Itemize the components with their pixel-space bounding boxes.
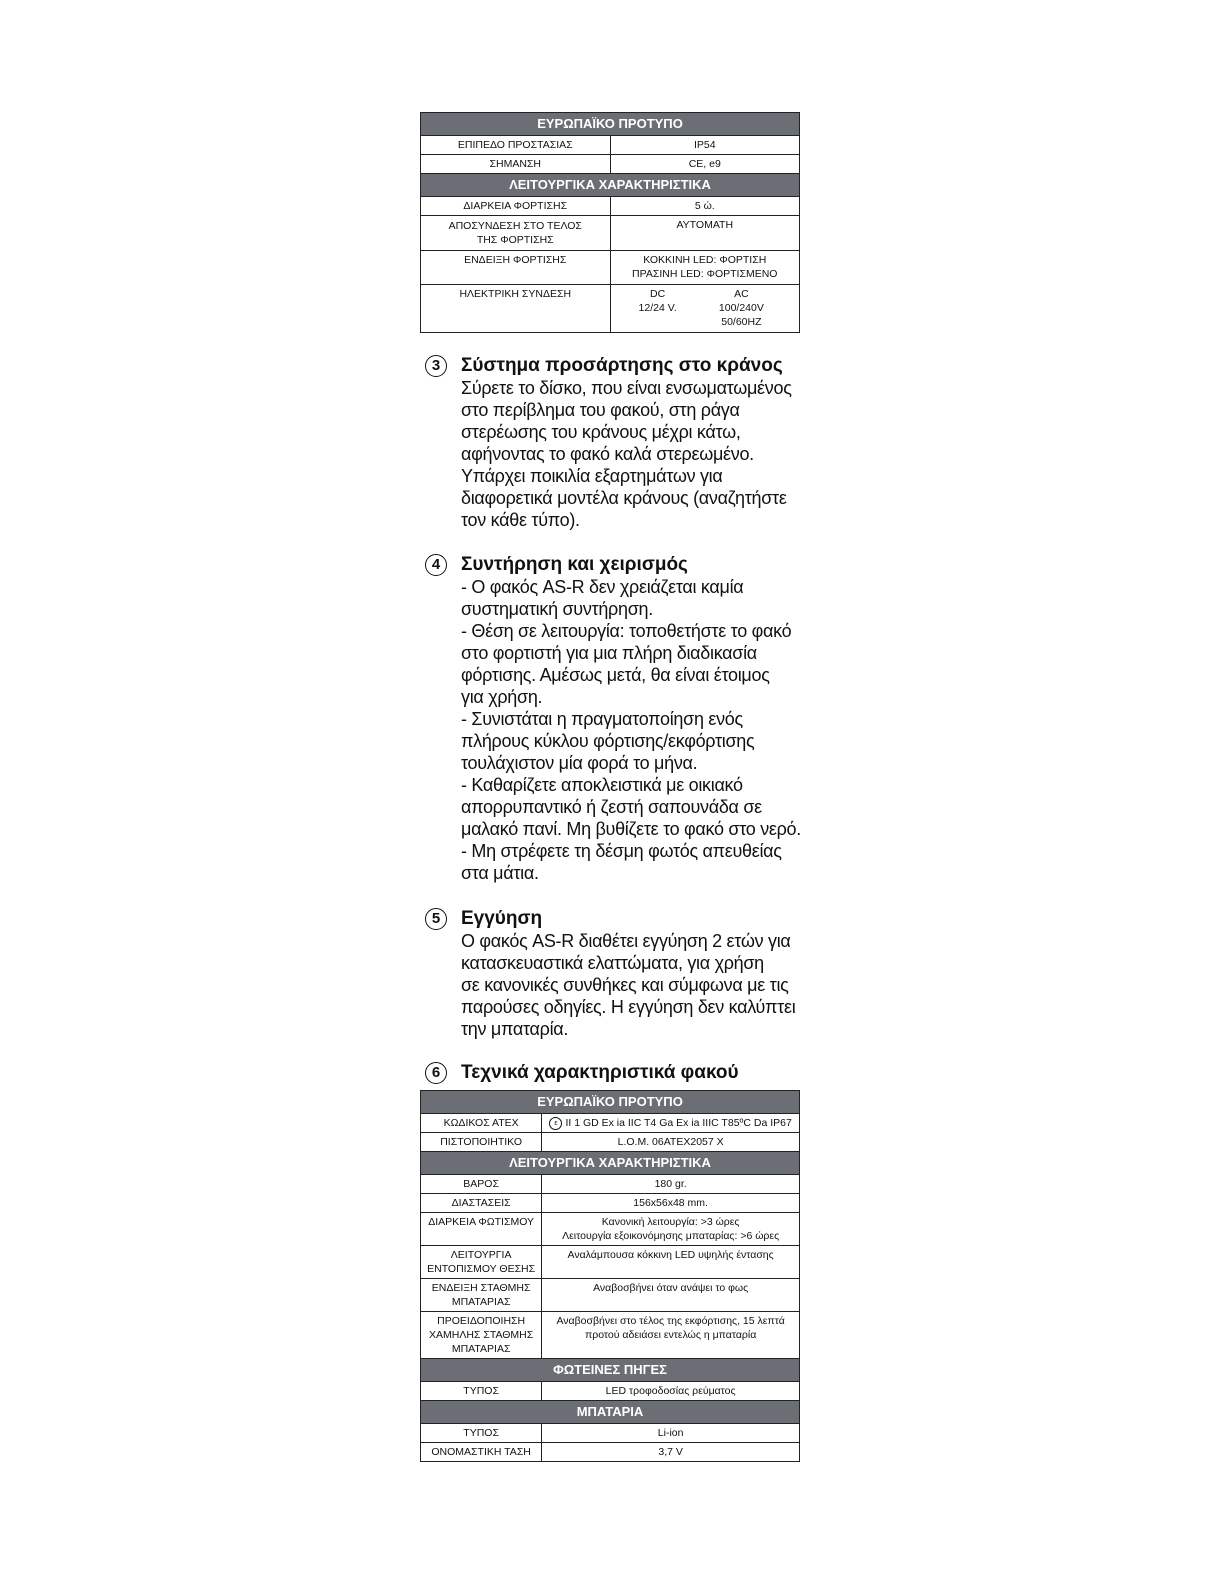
table-row bbox=[421, 216, 800, 251]
value-line: Αναβοσβήνει στο τέλος της εκφόρτισης, 15 λεπτά bbox=[556, 1315, 785, 1327]
value-line: 100/240V bbox=[718, 302, 764, 314]
table-row bbox=[421, 1443, 800, 1462]
ex-mark-icon: ε bbox=[549, 1117, 562, 1130]
section-number: 6 bbox=[425, 1062, 447, 1084]
row-label: ΚΩΔΙΚΟΣ ΑΤΕΧ bbox=[421, 1114, 542, 1133]
table-row bbox=[421, 1114, 800, 1133]
row-value: ΑΥΤΟΜΑΤΗ bbox=[610, 216, 800, 251]
row-value: 156x56x48 mm. bbox=[542, 1194, 800, 1213]
row-value: 5 ώ. bbox=[610, 197, 800, 216]
table-row bbox=[421, 285, 800, 333]
section-title: Τεχνικά χαρακτηριστικά φακού bbox=[461, 1062, 739, 1083]
row-label: ΑΠΟΣΥΝΔΕΣΗ ΣΤΟ ΤΕΛΟΣ ΤΗΣ ΦΟΡΤΙΣΗΣ bbox=[421, 216, 611, 251]
table-row bbox=[421, 1213, 800, 1246]
row-value: 3,7 V bbox=[542, 1443, 800, 1462]
row-label bbox=[421, 1246, 542, 1279]
charger-spec-table-wrap bbox=[420, 112, 800, 333]
value-line: AC bbox=[734, 288, 749, 300]
section-helmet-mount bbox=[425, 355, 805, 531]
section-title: Συντήρηση και χειρισμός bbox=[461, 554, 688, 575]
value-line: 12/24 V. bbox=[638, 302, 677, 314]
body-line: Σύρετε το δίσκο, που είναι ενσωματωμένος bbox=[461, 378, 792, 398]
label-line: ΠΡΟΕΙΔΟΠΟΙΗΣΗ bbox=[437, 1315, 526, 1327]
dc-value bbox=[610, 285, 705, 333]
table-row bbox=[421, 1194, 800, 1213]
body-line: παρούσες οδηγίες. Η εγγύηση δεν καλύπτει bbox=[461, 997, 796, 1017]
table-header-european-standard: ΕΥΡΩΠΑΪΚΟ ΠΡΟΤΥΠΟ bbox=[421, 1091, 800, 1114]
value-line: 50/60HZ bbox=[721, 316, 762, 328]
body-line: μαλακό πανί. Μη βυθίζετε το φακό στο νερό. bbox=[461, 819, 801, 839]
row-label: ΗΛΕΚΤΡΙΚΗ ΣΥΝΔΕΣΗ bbox=[421, 285, 611, 333]
table-row bbox=[421, 1382, 800, 1401]
section-title: Σύστημα προσάρτησης στο κράνος bbox=[461, 355, 783, 376]
table-row bbox=[421, 1133, 800, 1152]
row-value: Αναλάμπουσα κόκκινη LED υψηλής έντασης bbox=[542, 1246, 800, 1279]
body-line: στα μάτια. bbox=[461, 863, 539, 883]
value-line: Λειτουργία εξοικονόμησης μπαταρίας: >6 ώρες bbox=[562, 1230, 780, 1242]
body-line: στο περίβλημα του φακού, στη ράγα bbox=[461, 400, 740, 420]
body-line: απορρυπαντικό ή ζεστή σαπουνάδα σε bbox=[461, 797, 762, 817]
value-line: ΚΟΚΚΙΝΗ LED: ΦΟΡΤΙΣΗ bbox=[643, 254, 767, 266]
body-line: σε κανονικές συνθήκες και σύμφωνα με τις bbox=[461, 975, 789, 995]
body-line: φόρτισης. Αμέσως μετά, θα είναι έτοιμος bbox=[461, 665, 770, 685]
row-value: Li-ion bbox=[542, 1424, 800, 1443]
lamp-spec-table bbox=[420, 1090, 800, 1462]
row-value bbox=[542, 1312, 800, 1359]
row-label: ΕΠΙΠΕΔΟ ΠΡΟΣΤΑΣΙΑΣ bbox=[421, 136, 611, 155]
row-label: ΣΗΜΑΝΣΗ bbox=[421, 155, 611, 174]
body-line: στο φορτιστή για μια πλήρη διαδικασία bbox=[461, 643, 757, 663]
label-line: ΕΝΔΕΙΞΗ ΣΤΑΘΜΗΣ bbox=[431, 1282, 531, 1294]
section-number: 5 bbox=[425, 908, 447, 930]
row-value: Αναβοσβήνει όταν ανάψει το φως bbox=[542, 1279, 800, 1312]
body-line: Ο φακός AS-R διαθέτει εγγύηση 2 ετών για bbox=[461, 931, 791, 951]
body-line: διαφορετικά μοντέλα κράνους (αναζητήστε bbox=[461, 488, 787, 508]
table-header-functional: ΛΕΙΤΟΥΡΓΙΚΑ ΧΑΡΑΚΤΗΡΙΣΤΙΚΑ bbox=[421, 1152, 800, 1175]
atex-code: II 1 GD Ex ia IIC T4 Ga Ex ia IIIC T85ºC Da IP67 bbox=[565, 1117, 792, 1129]
body-line: τουλάχιστον μία φορά το μήνα. bbox=[461, 753, 698, 773]
row-label: ΒΑΡΟΣ bbox=[421, 1175, 542, 1194]
row-value: L.O.M. 06ATEX2057 X bbox=[542, 1133, 800, 1152]
row-label: ΤΥΠΟΣ bbox=[421, 1424, 542, 1443]
table-row bbox=[421, 1246, 800, 1279]
row-value: IP54 bbox=[610, 136, 800, 155]
label-line: ΜΠΑΤΑΡΙΑΣ bbox=[451, 1296, 511, 1308]
value-line: ΠΡΑΣΙΝΗ LED: ΦΟΡΤΙΣΜΕΝΟ bbox=[632, 268, 778, 280]
row-label: ΤΥΠΟΣ bbox=[421, 1382, 542, 1401]
body-line: αφήνοντας το φακό καλά στερεωμένο. bbox=[461, 444, 754, 464]
label-line: ΜΠΑΤΑΡΙΑΣ bbox=[451, 1343, 511, 1355]
value-line: προτού αδειάσει εντελώς η μπαταρία bbox=[585, 1329, 757, 1341]
table-row bbox=[421, 1424, 800, 1443]
row-value bbox=[542, 1213, 800, 1246]
value-line: DC bbox=[650, 288, 666, 300]
row-value bbox=[542, 1114, 800, 1133]
table-header-light-sources: ΦΩΤΕΙΝΕΣ ΠΗΓΕΣ bbox=[421, 1359, 800, 1382]
row-label bbox=[421, 1312, 542, 1359]
table-row bbox=[421, 136, 800, 155]
section-title: Εγγύηση bbox=[461, 908, 543, 929]
section-technical bbox=[425, 1062, 805, 1084]
row-value bbox=[610, 251, 800, 285]
row-value: LED τροφοδοσίας ρεύματος bbox=[542, 1382, 800, 1401]
row-label bbox=[421, 1279, 542, 1312]
body-line: για χρήση. bbox=[461, 687, 543, 707]
table-row bbox=[421, 155, 800, 174]
row-label: ΔΙΑΡΚΕΙΑ ΦΟΡΤΙΣΗΣ bbox=[421, 197, 611, 216]
body-line: συστηματική συντήρηση. bbox=[461, 599, 653, 619]
body-line: - Μη στρέφετε τη δέσμη φωτός απευθείας bbox=[461, 841, 782, 861]
body-line: - Καθαρίζετε αποκλειστικά με οικιακό bbox=[461, 775, 743, 795]
body-line: - Ο φακός AS-R δεν χρειάζεται καμία bbox=[461, 577, 744, 597]
table-row bbox=[421, 1175, 800, 1194]
section-body bbox=[461, 930, 805, 1040]
row-label: ΕΝΔΕΙΞΗ ΦΟΡΤΙΣΗΣ bbox=[421, 251, 611, 285]
body-line: - Θέση σε λειτουργία: τοποθετήστε το φακό bbox=[461, 621, 792, 641]
value-line: Κανονική λειτουργία: >3 ώρες bbox=[601, 1216, 740, 1228]
body-line: κατασκευαστικά ελαττώματα, για χρήση bbox=[461, 953, 764, 973]
row-value: CE, e9 bbox=[610, 155, 800, 174]
label-line: ΕΝΤΟΠΙΣΜΟΥ ΘΕΣΗΣ bbox=[427, 1263, 536, 1275]
row-label: ΠΙΣΤΟΠΟΙΗΤΙΚΟ bbox=[421, 1133, 542, 1152]
section-warranty bbox=[425, 908, 805, 1040]
label-line: ΧΑΜΗΛΗΣ ΣΤΑΘΜΗΣ bbox=[429, 1329, 534, 1341]
table-row bbox=[421, 1279, 800, 1312]
table-header-european-standard: ΕΥΡΩΠΑΪΚΟ ΠΡΟΤΥΠΟ bbox=[421, 113, 800, 136]
table-row bbox=[421, 251, 800, 285]
row-value: 180 gr. bbox=[542, 1175, 800, 1194]
row-label: ΟΝΟΜΑΣΤΙΚΗ ΤΑΣΗ bbox=[421, 1443, 542, 1462]
body-line: στερέωσης του κράνους μέχρι κάτω, bbox=[461, 422, 741, 442]
label-line: ΛΕΙΤΟΥΡΓΙΑ bbox=[450, 1249, 512, 1261]
body-line: πλήρους κύκλου φόρτισης/εκφόρτισης bbox=[461, 731, 755, 751]
row-label: ΔΙΑΣΤΑΣΕΙΣ bbox=[421, 1194, 542, 1213]
table-header-functional: ΛΕΙΤΟΥΡΓΙΚΑ ΧΑΡΑΚΤΗΡΙΣΤΙΚΑ bbox=[421, 174, 800, 197]
body-line: Υπάρχει ποικιλία εξαρτημάτων για bbox=[461, 466, 723, 486]
section-number: 3 bbox=[425, 355, 447, 377]
table-row bbox=[421, 1312, 800, 1359]
section-body bbox=[461, 576, 805, 884]
charger-spec-table bbox=[420, 112, 800, 333]
body-line: τον κάθε τύπο). bbox=[461, 510, 580, 530]
table-header-battery: ΜΠΑΤΑΡΙΑ bbox=[421, 1401, 800, 1424]
row-label: ΔΙΑΡΚΕΙΑ ΦΩΤΙΣΜΟΥ bbox=[421, 1213, 542, 1246]
lamp-spec-table-wrap bbox=[420, 1090, 800, 1462]
body-line: την μπαταρία. bbox=[461, 1019, 569, 1039]
table-row bbox=[421, 197, 800, 216]
section-maintenance bbox=[425, 554, 805, 884]
body-line: - Συνιστάται η πραγματοποίηση ενός bbox=[461, 709, 743, 729]
section-number: 4 bbox=[425, 554, 447, 576]
ac-value bbox=[705, 285, 800, 333]
section-body bbox=[461, 377, 805, 531]
